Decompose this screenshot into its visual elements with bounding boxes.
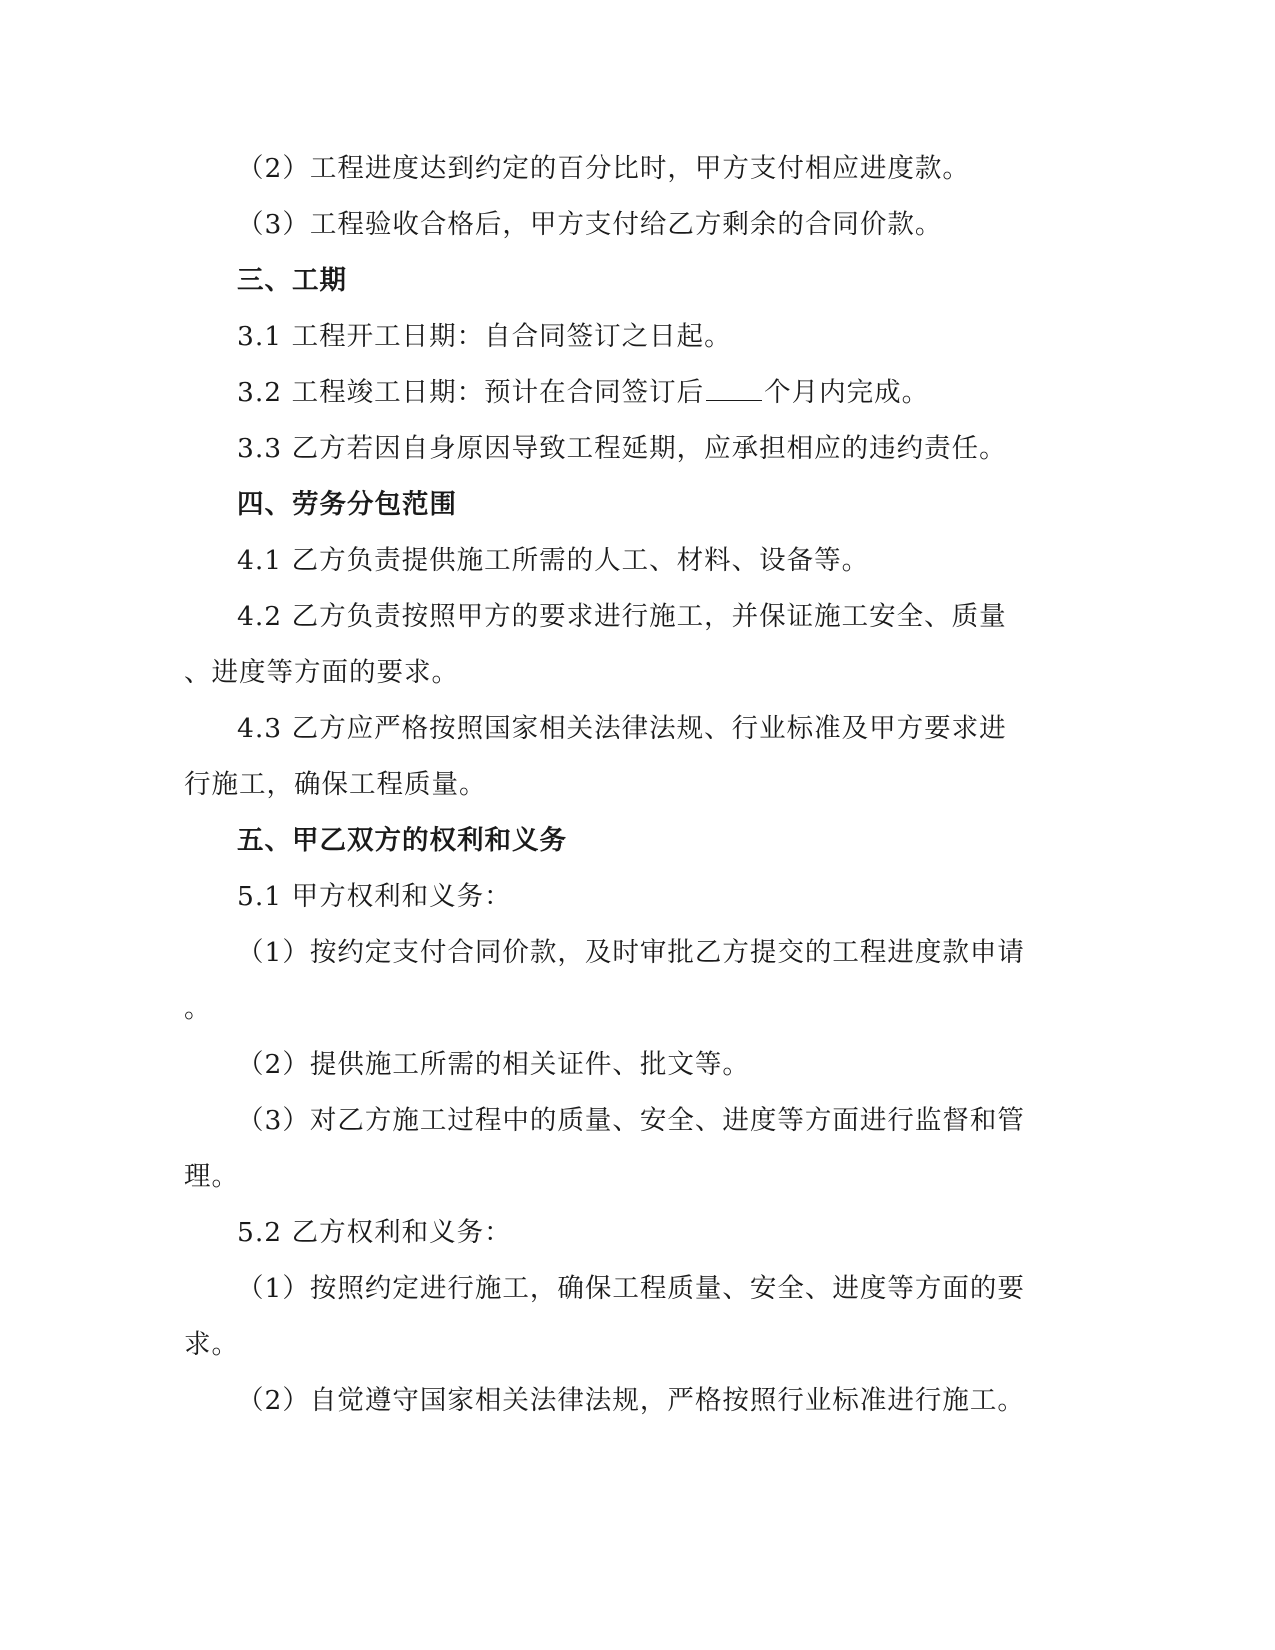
clause-4-3-continued: 行施工，确保工程质量。: [184, 769, 487, 800]
clause-5-1: 5.1 甲方权利和义务：: [237, 881, 512, 912]
clause-3-1: 3.1 工程开工日期：自合同签订之日起。: [237, 321, 732, 352]
clause-3-2: [184, 365, 1064, 421]
clause-5-2-item-1-continued: 求。: [184, 1329, 239, 1360]
fill-in-blank-months: [706, 378, 762, 401]
section-heading-duration: 三、工期: [237, 265, 347, 296]
clause-5-1-item-1-continued: 。: [184, 993, 212, 1024]
clause-4-2: 4.2 乙方负责按照甲方的要求进行施工，并保证施工安全、质量: [237, 601, 1007, 632]
document-body: [184, 141, 1064, 1429]
clause-5-1-item-2: （2）提供施工所需的相关证件、批文等。: [237, 1049, 750, 1080]
section-heading-scope: 四、劳务分包范围: [237, 489, 457, 520]
clause-5-1-item-3-continued: 理。: [184, 1161, 239, 1192]
clause-5-1-item-3: （3）对乙方施工过程中的质量、安全、进度等方面进行监督和管: [237, 1105, 1025, 1136]
section-heading-rights: 五、甲乙双方的权利和义务: [237, 825, 567, 856]
clause-3-3: 3.3 乙方若因自身原因导致工程延期，应承担相应的违约责任。: [237, 433, 1007, 464]
clause-5-2-item-2: （2）自觉遵守国家相关法律法规，严格按照行业标准进行施工。: [237, 1385, 1025, 1416]
payment-clause-2: （2）工程进度达到约定的百分比时，甲方支付相应进度款。: [237, 153, 970, 184]
clause-4-2-continued: 、进度等方面的要求。: [184, 657, 459, 688]
clause-4-3: 4.3 乙方应严格按照国家相关法律法规、行业标准及甲方要求进: [237, 713, 1007, 744]
clause-3-2-text-after: 个月内完成。: [764, 377, 930, 408]
clause-5-2-item-1: （1）按照约定进行施工，确保工程质量、安全、进度等方面的要: [237, 1273, 1025, 1304]
clause-4-1: 4.1 乙方负责提供施工所需的人工、材料、设备等。: [237, 545, 870, 576]
clause-5-1-item-1: （1）按约定支付合同价款，及时审批乙方提交的工程进度款申请: [237, 937, 1025, 968]
clause-3-2-text-before: 3.2 工程竣工日期：预计在合同签订后: [237, 377, 705, 408]
clause-5-2: 5.2 乙方权利和义务：: [237, 1217, 512, 1248]
payment-clause-3: （3）工程验收合格后，甲方支付给乙方剩余的合同价款。: [237, 209, 943, 240]
